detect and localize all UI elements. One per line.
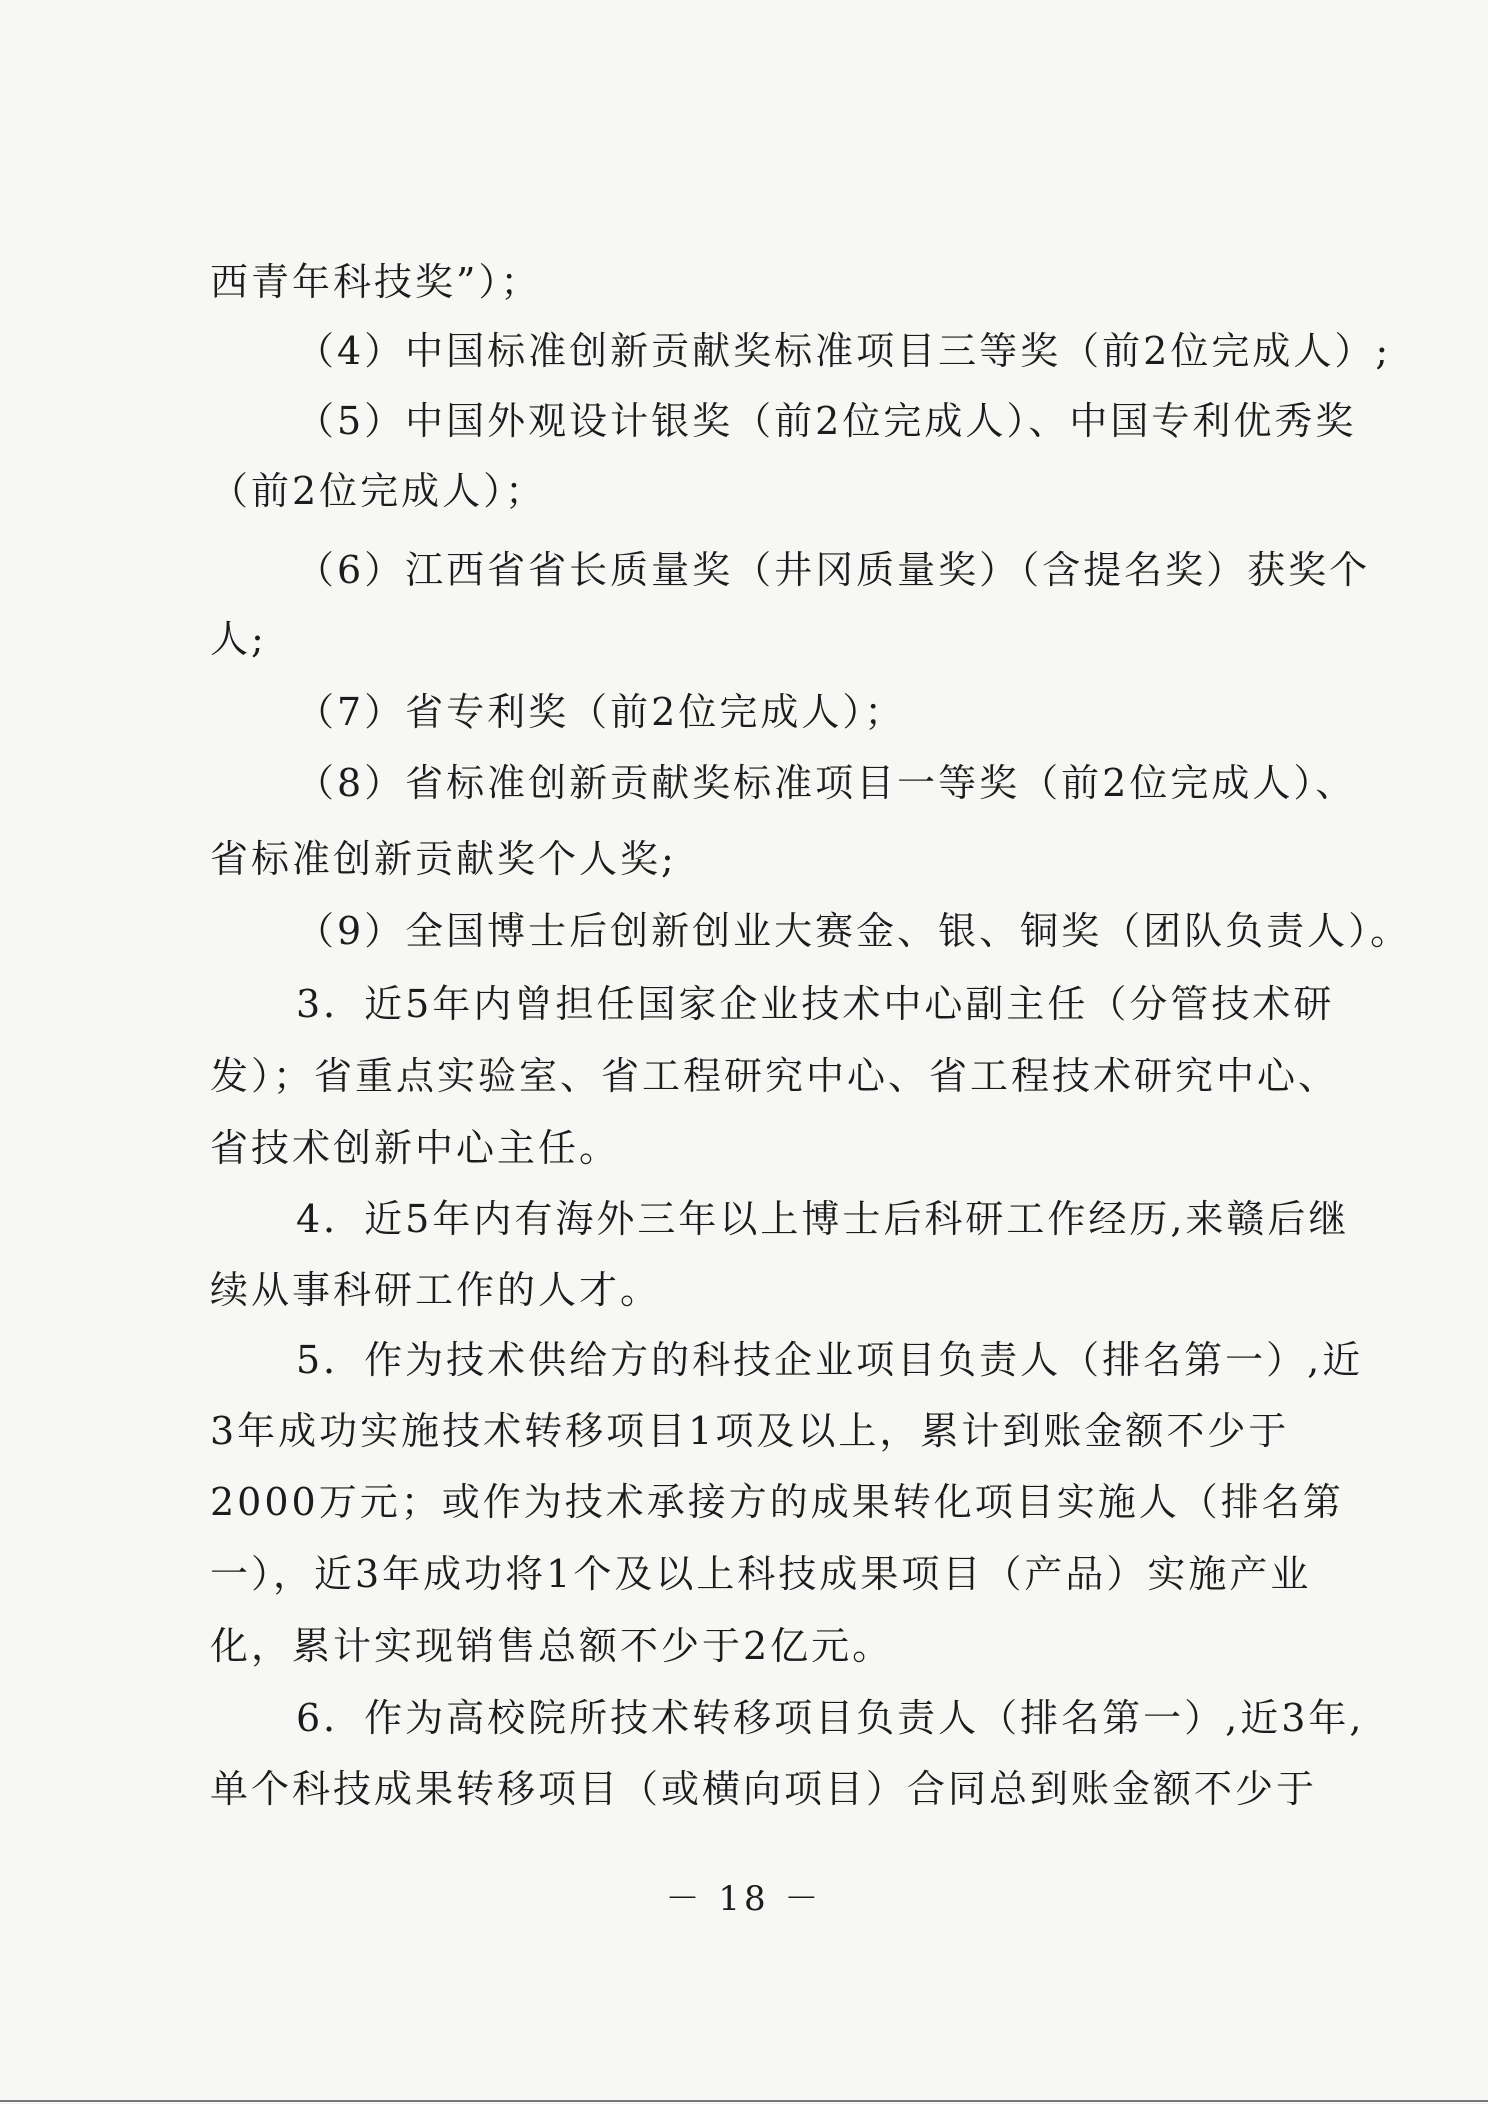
text-line-19: 一），近3年成功将1个及以上科技成果项目（产品）实施产业 [210,1552,1312,1596]
text-line-21: 6．作为高校院所技术转移项目负责人（排名第一）,近3年, [296,1696,1365,1740]
text-line-11: 3．近5年内曾担任国家企业技术中心副主任（分管技术研 [296,982,1335,1026]
page-number: － 18 － [665,1879,823,1919]
text-line-10: （9）全国博士后创新创业大赛金、银、铜奖（团队负责人）。 [296,909,1412,953]
text-line-20: 化，累计实现销售总额不少于2亿元。 [210,1624,894,1668]
text-line-3: （5）中国外观设计银奖（前2位完成人）、中国专利优秀奖 [296,399,1357,443]
text-line-4: （前2位完成人）； [210,469,547,513]
text-line-22: 单个科技成果转移项目（或横向项目）合同总到账金额不少于 [210,1767,1318,1811]
text-line-1: 西青年科技奖”）； [210,260,542,304]
text-line-12: 发）；省重点实验室、省工程研究中心、省工程技术研究中心、 [210,1054,1340,1098]
text-line-9: 省标准创新贡献奖个人奖; [210,837,677,881]
text-line-16: 5．作为技术供给方的科技企业项目负责人（排名第一）,近 [296,1338,1364,1382]
text-line-8: （8）省标准创新贡献奖标准项目一等奖（前2位完成人）、 [296,761,1357,805]
text-line-18: 2000万元；或作为技术承接方的成果转化项目实施人（排名第 [210,1480,1344,1524]
text-line-14: 4．近5年内有海外三年以上博士后科研工作经历,来赣后继 [296,1197,1350,1241]
text-line-6: 人; [210,617,267,661]
scan-edge-divider [0,2100,1488,2102]
text-line-7: （7）省专利奖（前2位完成人）； [296,690,906,734]
text-line-2: （4）中国标准创新贡献奖标准项目三等奖（前2位完成人）; [296,329,1392,373]
text-line-13: 省技术创新中心主任。 [210,1126,621,1170]
text-line-15: 续从事科研工作的人才。 [210,1268,662,1312]
text-line-17: 3年成功实施技术转移项目1项及以上，累计到账金额不少于 [210,1409,1290,1453]
text-line-5: （6）江西省省长质量奖（井冈质量奖）（含提名奖）获奖个 [296,548,1371,592]
